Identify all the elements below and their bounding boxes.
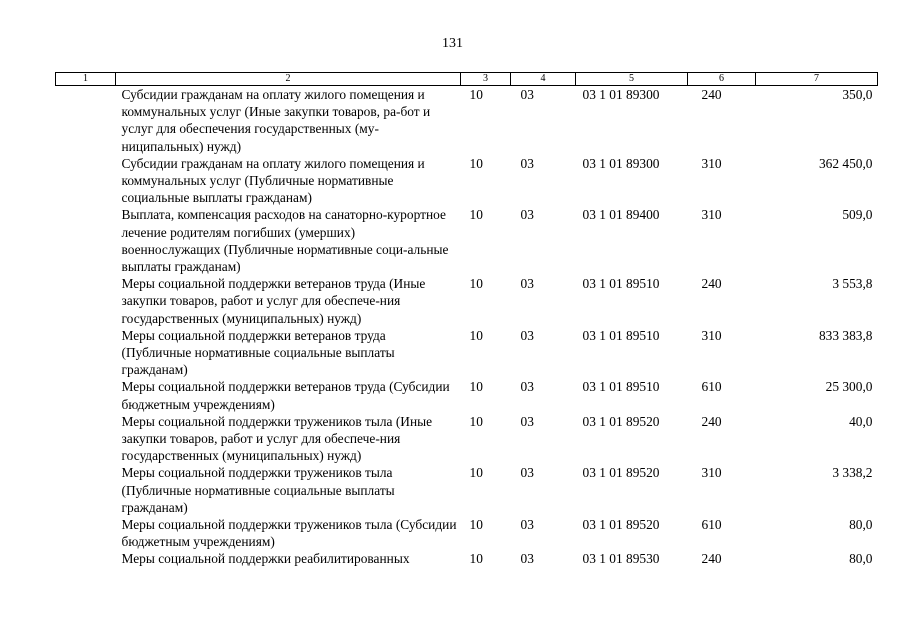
subsection-code-cell: 03 bbox=[520, 87, 534, 102]
expense-type-code-cell: 310 bbox=[701, 207, 722, 223]
subsection-code-cell: 03 bbox=[520, 517, 534, 533]
column-header-4: 4 bbox=[511, 73, 576, 86]
target-article-code-cell: 03 1 01 89510 bbox=[582, 379, 660, 395]
amount-cell: 509,0 bbox=[842, 207, 873, 223]
table-row bbox=[56, 378, 878, 412]
table-row bbox=[56, 155, 878, 207]
empty-cell bbox=[56, 275, 116, 327]
amount-cell: 833 383,8 bbox=[818, 327, 873, 343]
expense-name-cell: Меры социальной поддержки реабилитированных bbox=[121, 551, 410, 567]
section-code-cell: 10 bbox=[469, 155, 483, 171]
empty-cell bbox=[56, 550, 116, 567]
amount-cell: 3 338,2 bbox=[832, 465, 873, 481]
target-article-code-cell: 03 1 01 89510 bbox=[582, 327, 660, 343]
expense-type-code-cell: 310 bbox=[701, 465, 722, 481]
subsection-code-cell: 03 bbox=[520, 551, 534, 567]
subsection-code-cell: 03 bbox=[520, 379, 534, 395]
table-row bbox=[56, 413, 878, 465]
amount-cell: 362 450,0 bbox=[818, 155, 873, 171]
expense-name-cell: Меры социальной поддержки тружеников тыла (Субсидии бюджетным учреждениям) bbox=[121, 517, 457, 550]
empty-cell bbox=[56, 327, 116, 379]
expense-name-cell: Меры социальной поддержки ветеранов труда (Субсидии бюджетным учреждениям) bbox=[121, 379, 450, 412]
expense-type-code-cell: 240 bbox=[701, 87, 722, 102]
expense-name-cell: Меры социальной поддержки ветеранов труда (Иные закупки товаров, работ и услуг для обеспече-​ния государственных (муниципальных) нужд) bbox=[121, 276, 426, 326]
subsection-code-cell: 03 bbox=[520, 207, 534, 223]
expense-name-cell: Меры социальной поддержки тружеников тыла (Публичные нормативные социальные выплаты гражданам) bbox=[121, 465, 395, 515]
expense-name-cell: Меры социальной поддержки тружеников тыла (Иные закупки товаров, работ и услуг для обеспече-​ния государственных (муниципальных) нужд) bbox=[121, 413, 433, 464]
empty-cell bbox=[56, 516, 116, 550]
expense-type-code-cell: 240 bbox=[701, 276, 722, 292]
section-code-cell: 10 bbox=[469, 207, 483, 223]
expense-type-code-cell: 610 bbox=[701, 379, 722, 395]
expense-name-cell: Субсидии гражданам на оплату жилого помещения и коммунальных услуг (Публичные нормативные социальные выплаты гражданам) bbox=[121, 155, 425, 206]
table-row bbox=[56, 86, 878, 155]
column-header-5: 5 bbox=[576, 73, 688, 86]
table-body bbox=[56, 86, 878, 568]
section-code-cell: 10 bbox=[469, 87, 483, 102]
subsection-code-cell: 03 bbox=[520, 413, 534, 429]
subsection-code-cell: 03 bbox=[520, 327, 534, 343]
table-row bbox=[56, 206, 878, 275]
target-article-code-cell: 03 1 01 89520 bbox=[582, 517, 660, 533]
page-number: 131 bbox=[442, 36, 463, 51]
expense-type-code-cell: 310 bbox=[701, 155, 722, 171]
expense-type-code-cell: 310 bbox=[701, 327, 722, 343]
table-row bbox=[56, 327, 878, 379]
table-row bbox=[56, 464, 878, 516]
empty-cell bbox=[56, 413, 116, 465]
table-row bbox=[56, 516, 878, 550]
expense-name-cell: Меры социальной поддержки ветеранов труда (Публичные нормативные социальные выплаты гражданам) bbox=[121, 327, 395, 378]
section-code-cell: 10 bbox=[469, 413, 483, 429]
amount-cell: 80,0 bbox=[849, 517, 873, 533]
target-article-code-cell: 03 1 01 89520 bbox=[582, 465, 660, 481]
table-row bbox=[56, 275, 878, 327]
subsection-code-cell: 03 bbox=[520, 465, 534, 481]
target-article-code-cell: 03 1 01 89520 bbox=[582, 413, 660, 429]
target-article-code-cell: 03 1 01 89400 bbox=[582, 207, 660, 223]
target-article-code-cell: 03 1 01 89530 bbox=[582, 551, 660, 567]
subsection-code-cell: 03 bbox=[520, 155, 534, 171]
amount-cell: 3 553,8 bbox=[832, 276, 873, 292]
expense-type-code-cell: 240 bbox=[701, 551, 722, 567]
subsection-code-cell: 03 bbox=[520, 276, 534, 292]
expense-type-code-cell: 240 bbox=[701, 413, 722, 429]
expense-name-cell: Субсидии гражданам на оплату жилого помещения и коммунальных услуг (Иные закупки товаров, ра-​бот и услуг для обеспечения государственных (му-​ниципальных) нужд) bbox=[121, 87, 431, 154]
budget-table bbox=[55, 72, 878, 568]
empty-cell bbox=[56, 464, 116, 516]
amount-cell: 80,0 bbox=[849, 551, 873, 567]
section-code-cell: 10 bbox=[469, 276, 483, 292]
amount-cell: 25 300,0 bbox=[825, 379, 873, 395]
column-header-7: 7 bbox=[756, 73, 878, 86]
expense-name-cell: Выплата, компенсация расходов на санаторно-​курортное лечение родителям погибших (умерших) военнослужащих (Публичные нормативные соци-​альные выплаты гражданам) bbox=[121, 207, 449, 275]
section-code-cell: 10 bbox=[469, 327, 483, 343]
column-header-1: 1 bbox=[56, 73, 116, 86]
column-header-2: 2 bbox=[116, 73, 461, 86]
empty-cell bbox=[56, 378, 116, 412]
section-code-cell: 10 bbox=[469, 379, 483, 395]
empty-cell bbox=[56, 206, 116, 275]
column-header-3: 3 bbox=[461, 73, 511, 86]
section-code-cell: 10 bbox=[469, 551, 483, 567]
amount-cell: 40,0 bbox=[849, 413, 873, 429]
table-row bbox=[56, 550, 878, 567]
empty-cell bbox=[56, 86, 116, 155]
section-code-cell: 10 bbox=[469, 465, 483, 481]
column-number-header bbox=[56, 73, 878, 86]
target-article-code-cell: 03 1 01 89510 bbox=[582, 276, 660, 292]
amount-cell: 350,0 bbox=[842, 87, 873, 102]
empty-cell bbox=[56, 155, 116, 207]
column-header-6: 6 bbox=[688, 73, 756, 86]
expense-type-code-cell: 610 bbox=[701, 517, 722, 533]
target-article-code-cell: 03 1 01 89300 bbox=[582, 87, 660, 102]
target-article-code-cell: 03 1 01 89300 bbox=[582, 155, 660, 171]
section-code-cell: 10 bbox=[469, 517, 483, 533]
